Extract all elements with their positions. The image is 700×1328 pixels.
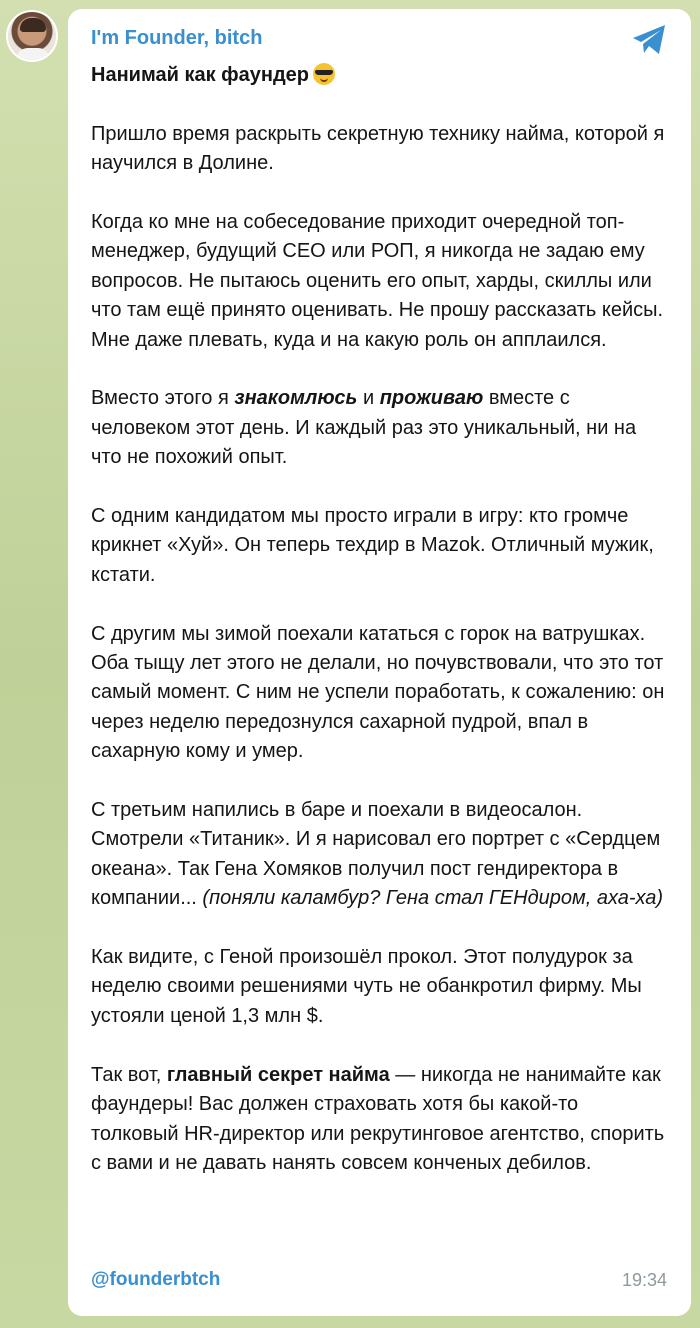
paragraph-3-text-a: Вместо этого я: [91, 387, 235, 410]
paragraph-8: [91, 1061, 667, 1179]
paragraph-2: Когда ко мне на собеседование приходит очередной топ-менеджер, будущий CEO или РОП, я никогда не задаю ему вопросов. Не пытаюсь оценить его опыт, харды, скиллы или что там ещё принято оценивать. Не прошу рассказать кейсы. Мне даже плевать, куда и на какую роль он апплаился.: [91, 211, 664, 351]
paragraph-3-emphasis-1: знакомлюсь: [234, 387, 358, 410]
paragraph-6: [91, 796, 667, 914]
message-footer: [91, 1266, 667, 1294]
post-body: [91, 61, 667, 1178]
channel-name[interactable]: I'm Founder, bitch: [91, 27, 263, 49]
paragraph-7: Как видите, с Геной произошёл прокол. Этот полудурок за неделю своими решениями чуть не обанкротил фирму. Мы устояли ценой 1,3 млн $.: [91, 946, 642, 1027]
channel-avatar[interactable]: [6, 10, 58, 62]
paragraph-3-text-e: вместе с человеком этот день. И каждый раз это уникальный, ни на что не похожий опыт.: [91, 387, 637, 469]
paragraph-8-bold: главный секрет найма: [166, 1063, 390, 1086]
paragraph-1: Пришло время раскрыть секретную технику найма, которой я научился в Долине.: [91, 122, 665, 175]
sunglasses-emoji-icon: [313, 63, 335, 85]
post-title: [91, 61, 667, 90]
paragraph-4: С одним кандидатом мы просто играли в игру: кто громче крикнет «Хуй». Он теперь техдир в Mazok. Отличный мужик, кстати.: [91, 505, 654, 586]
avatar-hair: [20, 18, 46, 32]
paragraph-5: С другим мы зимой поехали кататься с горок на ватрушках. Оба тыщу лет этого не делали, но почувствовали, что это тот самый момент. С ним не успели поработать, к сожалению: он через неделю передознулся сахарной пудрой, впал в сахарную кому и умер.: [91, 622, 665, 763]
message-bubble: [68, 9, 691, 1316]
paragraph-6-text: С третьим напились в баре и поехали в видеосалон. Смотрели «Титаник». И я нарисовал его портрет с «Сердцем океана». Так Гена Хомяков получил пост гендиректора в компании...: [91, 799, 661, 910]
share-icon[interactable]: [631, 23, 669, 57]
paragraph-3-text-c: и: [357, 387, 380, 410]
paragraph-6-italic: (поняли каламбур? Гена стал ГЕНдиром, аха-ха): [202, 887, 664, 910]
avatar-shirt: [16, 48, 50, 62]
message-time: 19:34: [621, 1270, 667, 1290]
paragraph-3-emphasis-2: проживаю: [379, 387, 484, 410]
paragraph-3: [91, 384, 667, 472]
paragraph-8-text-c: — никогда не нанимайте как фаундеры! Вас должен страховать хотя бы какой-то толковый HR-директор или рекрутинговое агентство, спорить с вами и не давать нанять совсем конченых дебилов.: [91, 1063, 665, 1174]
post-title-text: Нанимай как фаундер: [91, 64, 310, 86]
paragraph-8-text-a: Так вот,: [91, 1063, 167, 1086]
channel-handle-link[interactable]: @founderbtch: [91, 1269, 221, 1290]
